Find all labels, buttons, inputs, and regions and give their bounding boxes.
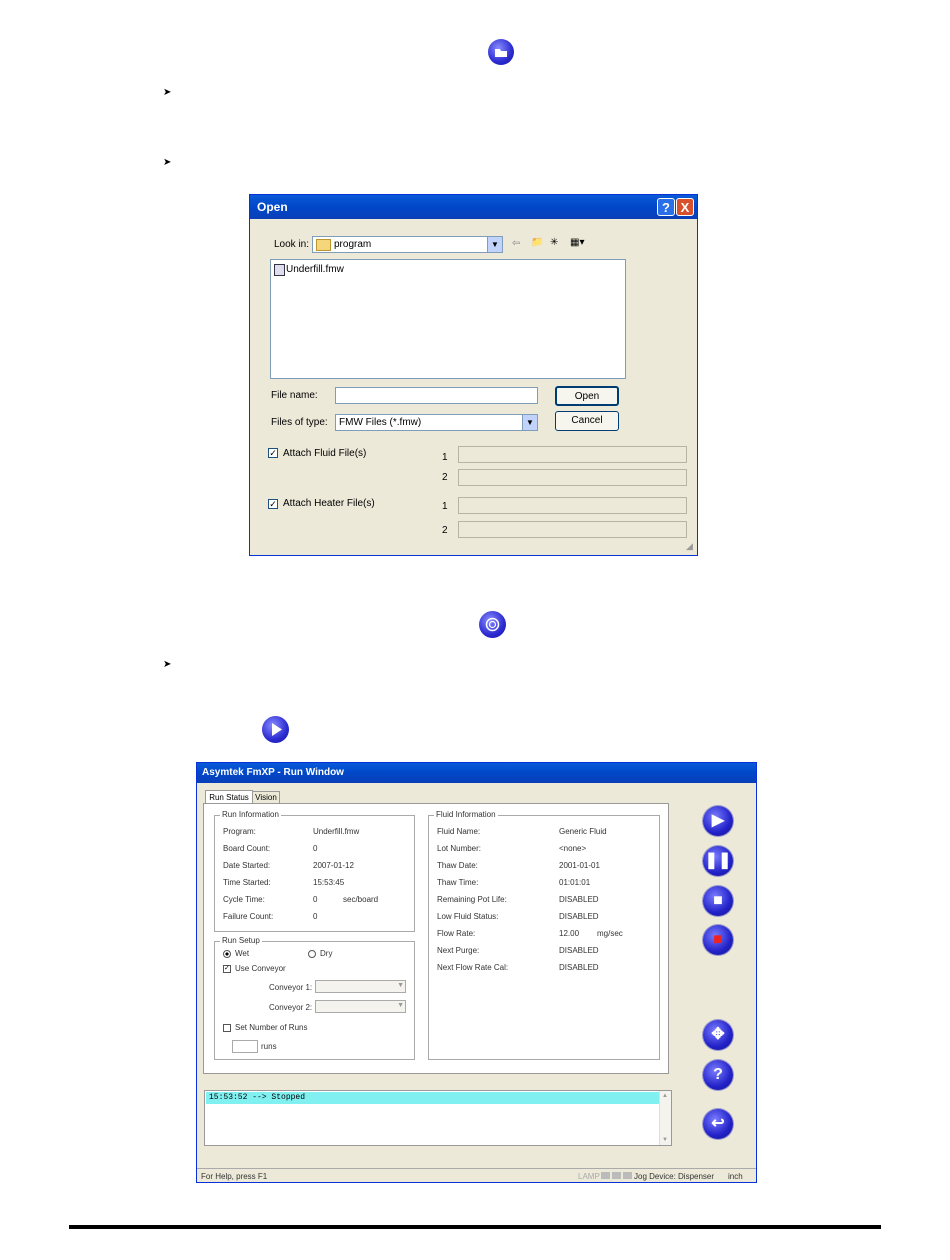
status-bar: [197, 1168, 756, 1183]
log-box[interactable]: [204, 1090, 672, 1146]
return-arrow-icon: ↩: [711, 1115, 725, 1132]
info-label: Next Purge:: [437, 946, 480, 955]
return-button[interactable]: [703, 1109, 733, 1139]
abort-icon: ■: [713, 931, 723, 948]
scroll-up-icon[interactable]: ▲: [662, 1093, 668, 1099]
info-label: Program:: [223, 827, 256, 836]
info-label: Cycle Time:: [223, 895, 265, 904]
fluid-file-1: [458, 446, 687, 463]
info-unit: sec/board: [343, 895, 379, 904]
info-value: 15:53:45: [313, 878, 345, 887]
pause-button[interactable]: [703, 846, 733, 876]
status-jog: Jog Device: Dispenser: [634, 1172, 715, 1181]
stop-button[interactable]: [703, 886, 733, 916]
back-icon[interactable]: ⇦: [512, 238, 521, 249]
new-folder-icon[interactable]: ✳: [550, 237, 559, 248]
info-label: Date Started:: [223, 861, 271, 870]
info-unit: mg/sec: [597, 929, 623, 938]
open-dialog-titlebar: [250, 195, 697, 219]
wet-label: Wet: [235, 949, 250, 958]
status-help: For Help, press F1: [201, 1172, 268, 1181]
info-label: Fluid Name:: [437, 827, 481, 836]
info-value: 12.00: [559, 929, 580, 938]
info-value: <none>: [559, 844, 587, 853]
info-label: Low Fluid Status:: [437, 912, 499, 921]
bullet-2: ➤: [163, 157, 172, 168]
look-in-label: Look in:: [274, 239, 310, 250]
look-in-select[interactable]: [312, 236, 503, 253]
conveyor-2-select[interactable]: [315, 1000, 406, 1013]
info-value: Generic Fluid: [559, 827, 607, 836]
files-of-type-select[interactable]: [335, 414, 538, 431]
abort-button[interactable]: [703, 925, 733, 955]
play-icon: ▶: [711, 812, 725, 829]
open-button[interactable]: Open: [555, 386, 619, 406]
info-label: Failure Count:: [223, 912, 274, 921]
run-window-title: Asymtek FmXP - Run Window: [202, 767, 344, 778]
tab-vision-label: Vision: [255, 793, 277, 802]
info-value: 01:01:01: [559, 878, 591, 887]
heater-file-1: [458, 497, 687, 514]
info-value: 0: [313, 844, 318, 853]
close-button[interactable]: X: [676, 198, 694, 216]
set-runs-checkbox[interactable]: [223, 1024, 231, 1032]
dry-label: Dry: [320, 949, 333, 958]
stop-icon: ■: [713, 892, 723, 909]
file-name-input[interactable]: [335, 387, 538, 404]
info-value: DISABLED: [559, 912, 599, 921]
folder-icon: [316, 239, 331, 251]
status-indicator-1: [601, 1172, 610, 1179]
open-dialog-title: Open: [257, 200, 288, 214]
pause-icon: ❚❚: [704, 852, 732, 869]
attach-heater-checkbox[interactable]: ✓: [269, 499, 277, 509]
status-indicator-2: [612, 1172, 621, 1179]
attach-fluid-checkbox[interactable]: ✓: [269, 448, 277, 458]
use-conveyor-checkbox[interactable]: ✓: [224, 965, 230, 972]
view-menu-icon[interactable]: ▦▾: [570, 237, 585, 248]
jog-button[interactable]: [703, 1020, 733, 1050]
file-item[interactable]: Underfill.fmw: [286, 264, 344, 275]
info-label: Thaw Time:: [437, 878, 479, 887]
fluid-file-2: [458, 469, 687, 486]
cancel-button[interactable]: Cancel: [555, 411, 619, 431]
info-value: 2007-01-12: [313, 861, 354, 870]
use-conveyor-label: Use Conveyor: [235, 964, 286, 973]
chevron-down-icon: ▼: [397, 982, 404, 989]
play-icon: [262, 716, 289, 743]
fluid-slot-1-label: 1: [442, 452, 448, 463]
fluid-slot-2-label: 2: [442, 472, 448, 483]
runs-input[interactable]: [232, 1040, 258, 1053]
status-unit: inch: [728, 1172, 743, 1181]
run-window: [196, 762, 757, 1183]
run-window-titlebar: [197, 763, 756, 783]
spiral-icon: [479, 611, 506, 638]
bullet-1: ➤: [163, 87, 172, 98]
open-dialog: [249, 194, 698, 556]
run-setup-caption: Run Setup: [222, 936, 260, 945]
fluid-information-group: [428, 810, 660, 1060]
log-scrollbar[interactable]: [659, 1091, 671, 1145]
run-button[interactable]: [703, 806, 733, 836]
info-value: 2001-01-01: [559, 861, 600, 870]
bullet-3: ➤: [163, 659, 172, 670]
help-button[interactable]: [703, 1060, 733, 1090]
log-line: 15:53:52 --> Stopped: [209, 1093, 306, 1102]
heater-slot-2-label: 2: [442, 525, 448, 536]
heater-file-2: [458, 521, 687, 538]
info-label: Flow Rate:: [437, 929, 476, 938]
jog-arrows-icon: ✥: [711, 1026, 725, 1043]
chevron-down-icon[interactable]: ▼: [487, 237, 502, 252]
heater-slot-1-label: 1: [442, 501, 448, 512]
run-status-panel: [203, 803, 669, 1074]
chevron-down-icon[interactable]: ▼: [522, 415, 537, 430]
info-label: Thaw Date:: [437, 861, 478, 870]
info-value: DISABLED: [559, 946, 599, 955]
open-folder-icon: [488, 39, 514, 65]
run-information-group: [214, 810, 415, 932]
chevron-down-icon: ▼: [397, 1002, 404, 1009]
attach-heater-label: Attach Heater File(s): [283, 498, 375, 509]
question-icon: ?: [713, 1066, 723, 1083]
status-lamp: LAMP: [578, 1172, 600, 1181]
tab-run-status-label: Run Status: [209, 793, 249, 802]
info-value: Underfill.fmw: [313, 827, 360, 836]
run-information-caption: Run Information: [222, 810, 279, 819]
runs-label: runs: [261, 1042, 277, 1051]
info-value: DISABLED: [559, 963, 599, 972]
info-label: Lot Number:: [437, 844, 482, 853]
dry-radio[interactable]: [308, 950, 316, 958]
file-name-label: File name:: [271, 390, 318, 401]
status-indicator-3: [623, 1172, 632, 1179]
info-label: Time Started:: [223, 878, 271, 887]
conveyor-1-label: Conveyor 1:: [269, 983, 313, 992]
conveyor-1-select[interactable]: [315, 980, 406, 993]
info-value: DISABLED: [559, 895, 599, 904]
up-folder-icon[interactable]: 📁: [531, 237, 544, 248]
conveyor-2-label: Conveyor 2:: [269, 1003, 313, 1012]
run-setup-group: [214, 936, 415, 1060]
fluid-information-caption: Fluid Information: [436, 810, 496, 819]
file-icon: [274, 264, 285, 276]
set-runs-label: Set Number of Runs: [235, 1023, 308, 1032]
resize-grip-icon[interactable]: ◢: [686, 541, 693, 551]
files-of-type-label: Files of type:: [271, 417, 328, 428]
info-label: Board Count:: [223, 844, 271, 853]
wet-radio[interactable]: [223, 950, 231, 958]
footer-rule: [69, 1225, 881, 1229]
files-of-type-value: FMW Files (*.fmw): [339, 417, 422, 428]
help-button[interactable]: ?: [657, 198, 675, 216]
tab-run-status[interactable]: [205, 790, 253, 804]
file-list[interactable]: [270, 259, 626, 379]
info-value: 0: [313, 912, 318, 921]
look-in-value: program: [334, 239, 372, 250]
info-value: 0: [313, 895, 318, 904]
info-label: Next Flow Rate Cal:: [437, 963, 509, 972]
scroll-down-icon[interactable]: ▼: [662, 1137, 668, 1143]
attach-fluid-label: Attach Fluid File(s): [283, 448, 367, 459]
info-label: Remaining Pot Life:: [437, 895, 507, 904]
